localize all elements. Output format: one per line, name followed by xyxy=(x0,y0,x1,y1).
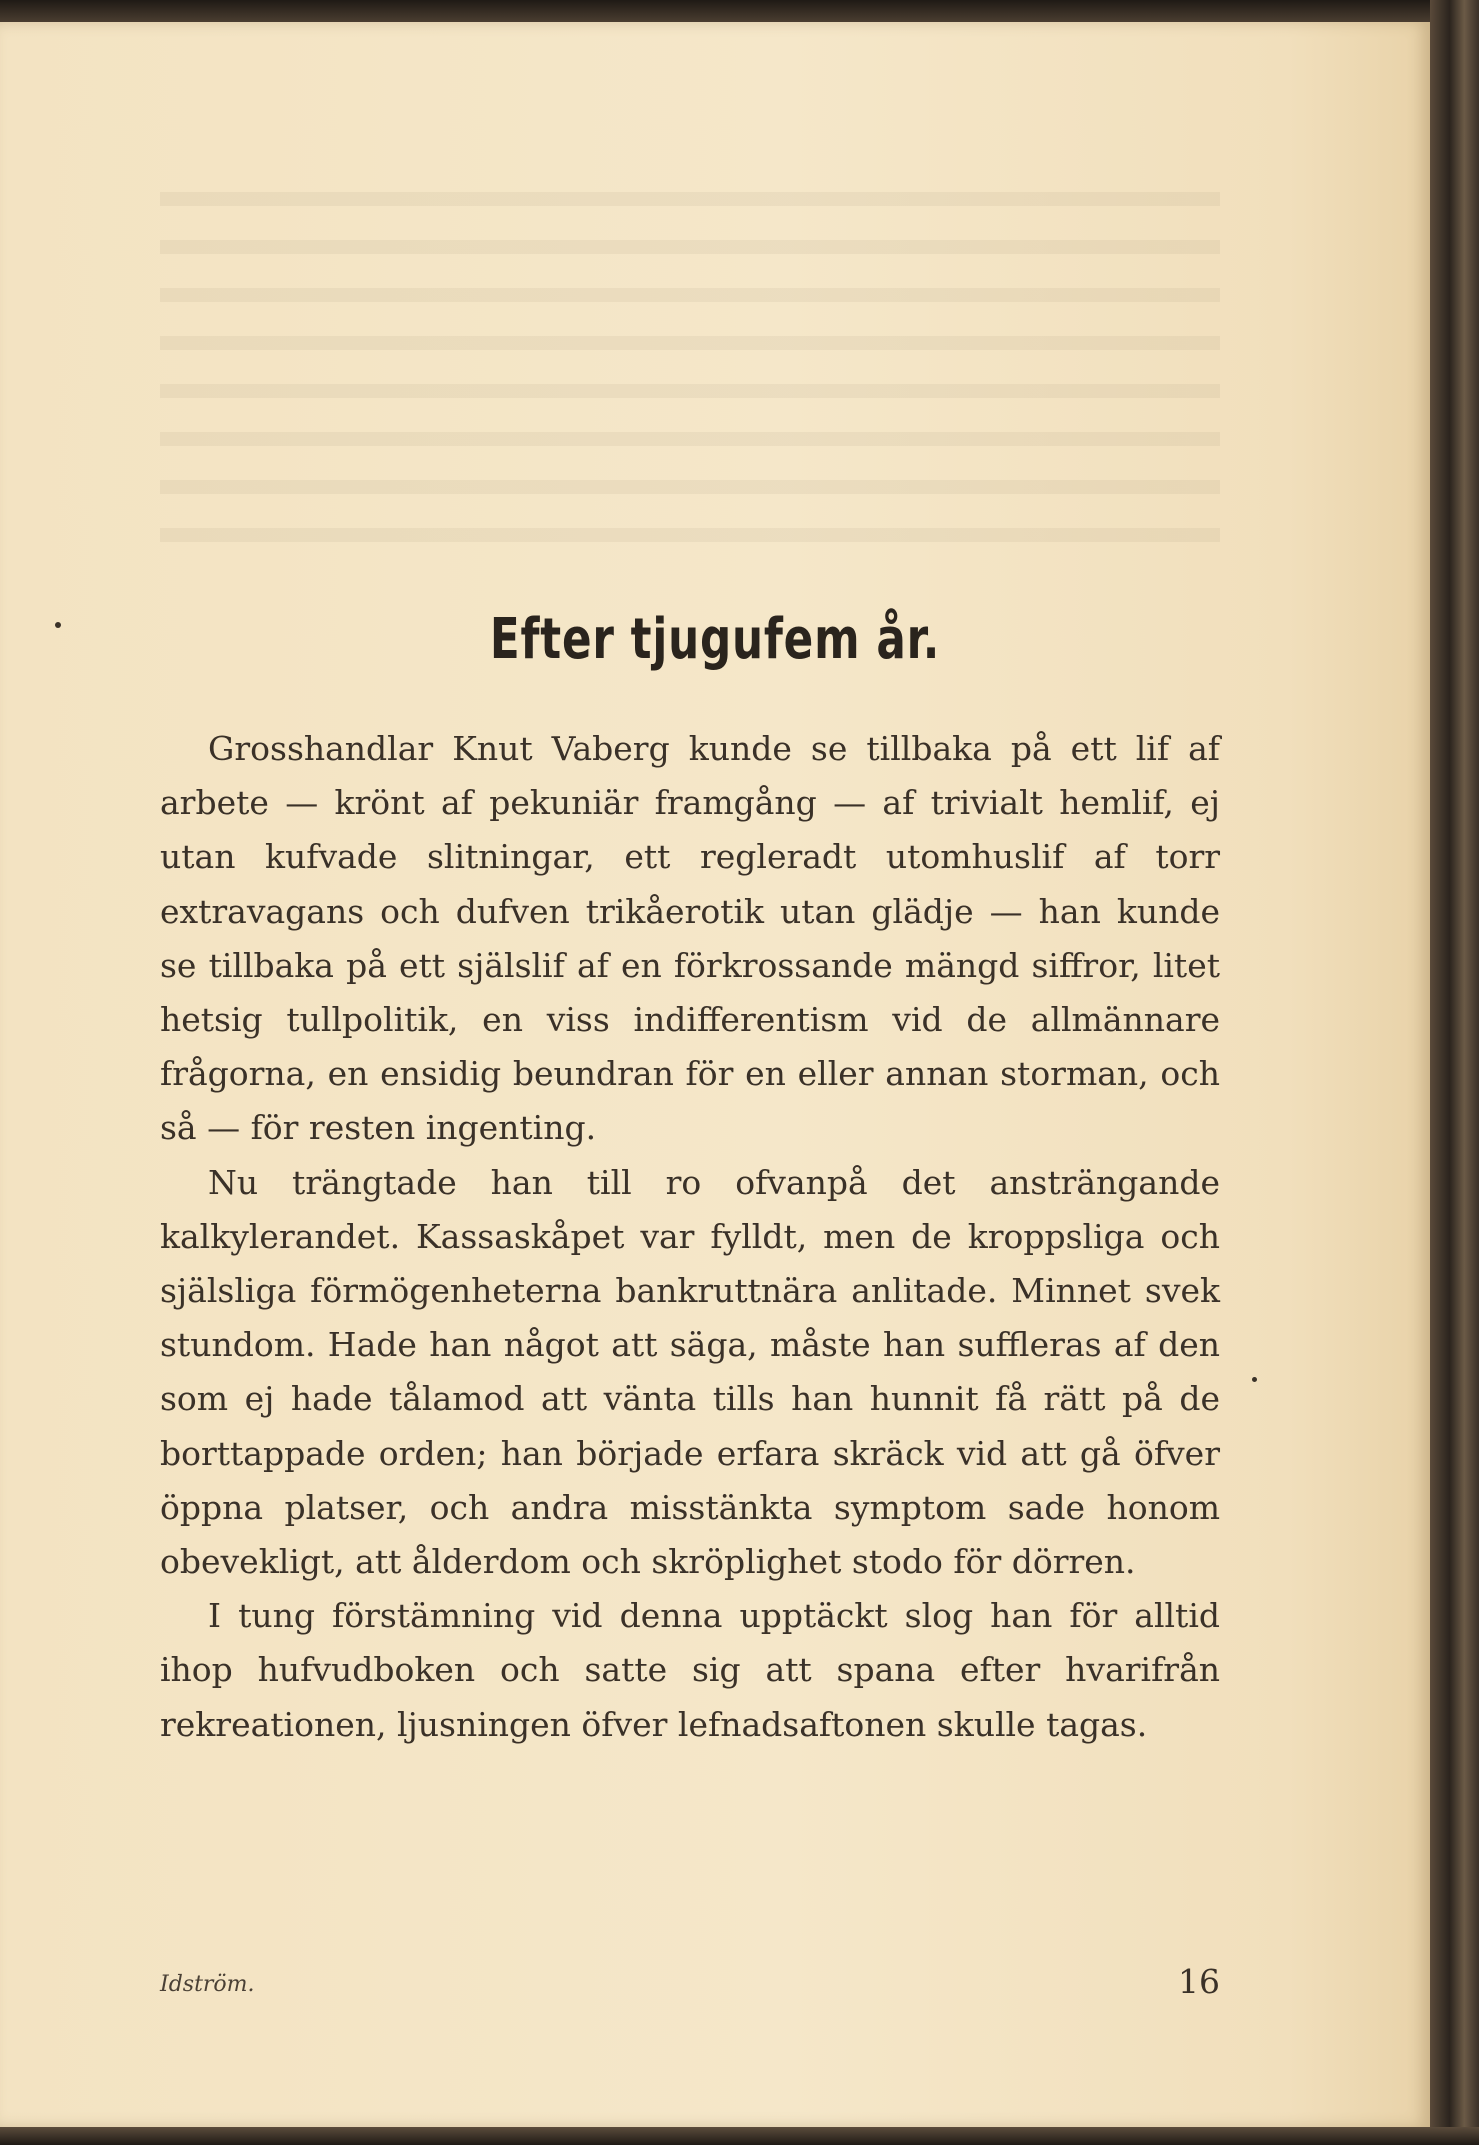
paragraph: I tung förstämning vid denna upptäckt slog han för alltid ihop hufvudboken och satte sig att spana efter hvarifrån rekreationen, ljusningen öfver lefnadsaftonen skulle tagas. xyxy=(160,1596,1220,1744)
book-page xyxy=(0,22,1430,2127)
speck xyxy=(55,622,61,628)
signature-mark: Idström. xyxy=(160,1972,255,1997)
speck xyxy=(1252,1377,1257,1382)
paragraph: Grosshandlar Knut Vaberg kunde se tillbaka på ett lif af arbete — krönt af pekuniär framgång — af trivialt hemlif, ej utan kufvade slitningar, ett regleradt utomhuslif af torr extravagans och dufven trikåerotik utan glädje — han kunde se tillbaka på ett själslif af en förkrossande mängd siffror, litet hetsig tullpolitik, en viss indifferentism vid de allmännare frågorna, en ensidig beundran för en eller annan storman, och så — för resten ingenting. xyxy=(160,729,1220,1148)
bleed-through xyxy=(160,192,1220,572)
bottom-edge xyxy=(0,2127,1479,2145)
right-edge xyxy=(1430,0,1479,2145)
chapter-heading: Efter tjugufem år. xyxy=(489,607,941,672)
top-edge xyxy=(0,0,1479,22)
body-text xyxy=(160,722,1220,1752)
paragraph: Nu trängtade han till ro ofvanpå det ansträngande kalkylerandet. Kassaskåpet var fylldt, men de kroppsliga och själsliga förmögenheterna bankruttnära anlitade. Minnet svek stundom. Hade han något att säga, måste han suffleras af den som ej hade tålamod att vänta tills han hunnit få rätt på de borttappade orden; han började erfara skräck vid att gå öfver öppna platser, och andra misstänkta symptom sade honom obevekligt, att ålderdom och skröplighet stodo för dörren. xyxy=(160,1162,1220,1582)
page-number: 16 xyxy=(1178,1962,1220,2001)
